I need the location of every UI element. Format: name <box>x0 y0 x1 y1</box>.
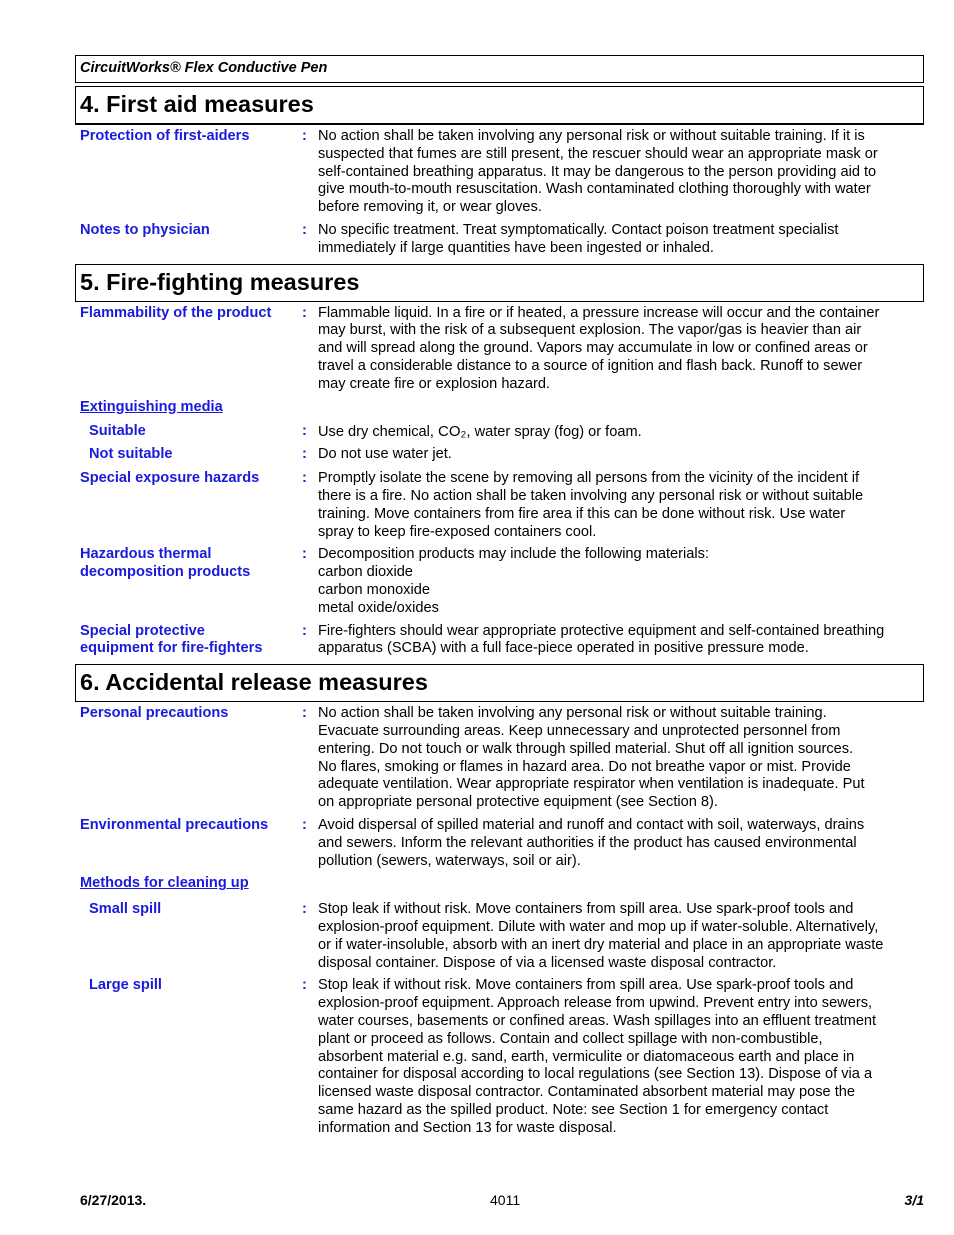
section-6-title: 6. Accidental release measures <box>75 664 924 702</box>
field-label <box>80 546 300 582</box>
colon: : <box>302 128 307 144</box>
row-methods-for-cleaning-up <box>75 875 924 893</box>
colon: : <box>302 221 307 238</box>
text-line: Stop leak if without risk. Move containers from spill area. Use spark-proof tools and <box>318 977 854 994</box>
subsection-label-methods-for-cleaning-up: Methods for cleaning up <box>80 875 249 892</box>
row-flammability <box>75 305 924 394</box>
text-line: travel a considerable distance to a source of ignition and flash back. Runoff to sewer <box>318 357 863 374</box>
text-line: before removing it, or wear gloves. <box>318 199 542 216</box>
colon: : <box>302 304 307 321</box>
text-line: No specific treatment. Treat symptomatically. Contact poison treatment specialist <box>318 221 839 238</box>
sds-page <box>75 55 924 1138</box>
text-line: Evacuate surrounding areas. Keep unnecessary and unprotected personnel from <box>318 722 841 739</box>
text-line: Stop leak if without risk. Move containers from spill area. Use spark-proof tools and <box>318 901 854 918</box>
field-label: Environmental precautions <box>80 816 269 833</box>
field-value <box>318 128 924 217</box>
colon: : <box>302 546 307 563</box>
text-line: water courses, basements or confined areas. Wash spillages into an effluent treatment <box>318 1013 877 1030</box>
row-environmental-precautions <box>75 817 924 870</box>
text-line: carbon monoxide <box>318 581 430 598</box>
colon: : <box>302 622 307 639</box>
colon: : <box>302 470 307 487</box>
colon: : <box>302 446 307 463</box>
row-special-exposure-hazards <box>75 470 924 541</box>
colon: : <box>302 977 307 994</box>
text-line: suspected that fumes are still present, the rescuer should wear an appropriate mask or <box>318 145 878 162</box>
text-line: apparatus (SCBA) with a full face-piece operated in positive pressure mode. <box>318 640 809 657</box>
field-value <box>318 705 924 812</box>
text-line: immediately if large quantities have been ingested or inhaled. <box>318 239 714 256</box>
text-line: may create fire or explosion hazard. <box>318 375 550 392</box>
row-hazardous-thermal-decomposition <box>75 546 924 617</box>
field-value <box>318 901 924 972</box>
text-line: container for disposal according to local regulations (see Section 13). Dispose of via a <box>318 1066 873 1083</box>
product-header <box>75 55 924 83</box>
text-line: or if water-insoluble, absorb with an inert dry material and place in an appropriate waste <box>318 936 884 953</box>
field-label: Not suitable <box>89 446 173 463</box>
text-line: same hazard as the spilled product. Note: see Section 1 for emergency contact <box>318 1102 829 1119</box>
text-line: and will spread along the ground. Vapors may accumulate in low or confined areas or <box>318 340 868 357</box>
row-extinguishing-media <box>75 399 924 417</box>
field-label: Small spill <box>89 901 162 918</box>
text-line: explosion-proof equipment. Approach release from upwind. Prevent entry into sewers, <box>318 995 873 1012</box>
product-name: CircuitWorks® Flex Conductive Pen <box>80 60 328 76</box>
section-4-title: 4. First aid measures <box>75 86 924 124</box>
text-line: information and Section 13 for waste disposal. <box>318 1119 617 1136</box>
subsection-label-extinguishing-media: Extinguishing media <box>80 398 223 415</box>
text-fragment: water spray (fog) or foam. <box>470 423 642 440</box>
text-fragment: Use dry chemical, <box>318 423 439 440</box>
row-special-protective-equipment <box>75 623 924 659</box>
label-line: Hazardous thermal <box>80 546 212 563</box>
field-label: Notes to physician <box>80 221 210 238</box>
field-label: Special exposure hazards <box>80 470 260 487</box>
colon: : <box>302 901 307 918</box>
text-line: adequate ventilation. Wear appropriate respirator when ventilation is inadequate. Put <box>318 776 865 793</box>
text-line: give mouth-to-mouth resuscitation. Wash contaminated clothing thoroughly with water <box>318 181 871 198</box>
field-value <box>318 423 924 442</box>
field-value <box>318 546 924 617</box>
text-line: self-contained breathing apparatus. It may be dangerous to the person providing aid to <box>318 163 877 180</box>
section-5-title: 5. Fire-fighting measures <box>75 264 924 302</box>
text-line: Do not use water jet. <box>318 446 452 463</box>
field-label: Flammability of the product <box>80 304 272 321</box>
text-line: Promptly isolate the scene by removing all persons from the vicinity of the incident if <box>318 470 860 487</box>
label-line: Special protective <box>80 622 205 639</box>
field-label: Personal precautions <box>80 705 229 722</box>
footer-date: 6/27/2013. <box>80 1192 147 1208</box>
field-label: Large spill <box>89 977 162 994</box>
text-line: plant or proceed as follows. Contain and collect spillage with non-combustible, <box>318 1030 823 1047</box>
text-line: licensed waste disposal contractor. Contaminated absorbent material may pose the <box>318 1084 856 1101</box>
label-line: equipment for fire-fighters <box>80 640 263 657</box>
text-line: Flammable liquid. In a fire or if heated, a pressure increase will occur and the container <box>318 304 880 321</box>
row-suitable <box>75 423 924 442</box>
field-value <box>318 470 924 541</box>
footer-page-number: 3/1 <box>904 1192 924 1208</box>
colon: : <box>302 816 307 833</box>
text-line: absorbent material e.g. sand, earth, vermiculite or diatomaceous earth and place in <box>318 1048 855 1065</box>
field-label: Suitable <box>89 422 146 439</box>
text-line: Fire-fighters should wear appropriate protective equipment and self-contained breathing <box>318 622 885 639</box>
footer-code: 4011 <box>490 1192 521 1208</box>
field-value <box>318 623 924 659</box>
field-value <box>318 817 924 870</box>
text-line: and sewers. Inform the relevant authorities if the product has caused environmental <box>318 834 857 851</box>
text-line: disposal container. Dispose of via a licensed waste disposal contractor. <box>318 954 777 971</box>
text-line: carbon dioxide <box>318 564 413 581</box>
text-line: No flares, smoking or flames in hazard area. Do not breathe vapor or mist. Provide <box>318 758 851 775</box>
row-personal-precautions <box>75 705 924 812</box>
text-line: Decomposition products may include the following materials: <box>318 546 709 563</box>
field-label <box>80 623 300 659</box>
field-value <box>318 305 924 394</box>
text-line: entering. Do not touch or walk through spilled material. Shut off all ignition sources. <box>318 740 854 757</box>
text-line: No action shall be taken involving any personal risk or without suitable training. <box>318 705 827 722</box>
text-line: spray to keep fire-exposed containers cool. <box>318 523 597 540</box>
field-value <box>318 446 924 464</box>
row-small-spill <box>75 901 924 972</box>
field-label: Protection of first-aiders <box>80 128 250 144</box>
text-line: metal oxide/oxides <box>318 599 439 616</box>
row-protection-of-first-aiders <box>75 128 924 217</box>
text-line: there is a fire. No action shall be taken involving any personal risk or without suitable <box>318 487 864 504</box>
text-line: pollution (sewers, waterways, soil or air). <box>318 852 581 869</box>
co2-formula: CO₂, <box>438 422 471 440</box>
colon: : <box>302 705 307 722</box>
text-line: explosion-proof equipment. Dilute with water and mop up if water-soluble. Alternatively, <box>318 919 879 936</box>
label-line: decomposition products <box>80 564 251 581</box>
row-not-suitable <box>75 446 924 464</box>
text-line: on appropriate personal protective equipment (see Section 8). <box>318 794 718 811</box>
text-line: Avoid dispersal of spilled material and runoff and contact with soil, waterways, drains <box>318 816 865 833</box>
row-notes-to-physician <box>75 222 924 258</box>
text-line: No action shall be taken involving any personal risk or without suitable training. If it is <box>318 128 865 144</box>
colon: : <box>302 422 307 439</box>
text-line: may burst, with the risk of a subsequent explosion. The vapor/gas is heavier than air <box>318 322 862 339</box>
field-value <box>318 977 924 1137</box>
row-large-spill <box>75 977 924 1137</box>
field-value <box>318 222 924 258</box>
text-line: training. Move containers from fire area if this can be done without risk. Use water <box>318 505 846 522</box>
